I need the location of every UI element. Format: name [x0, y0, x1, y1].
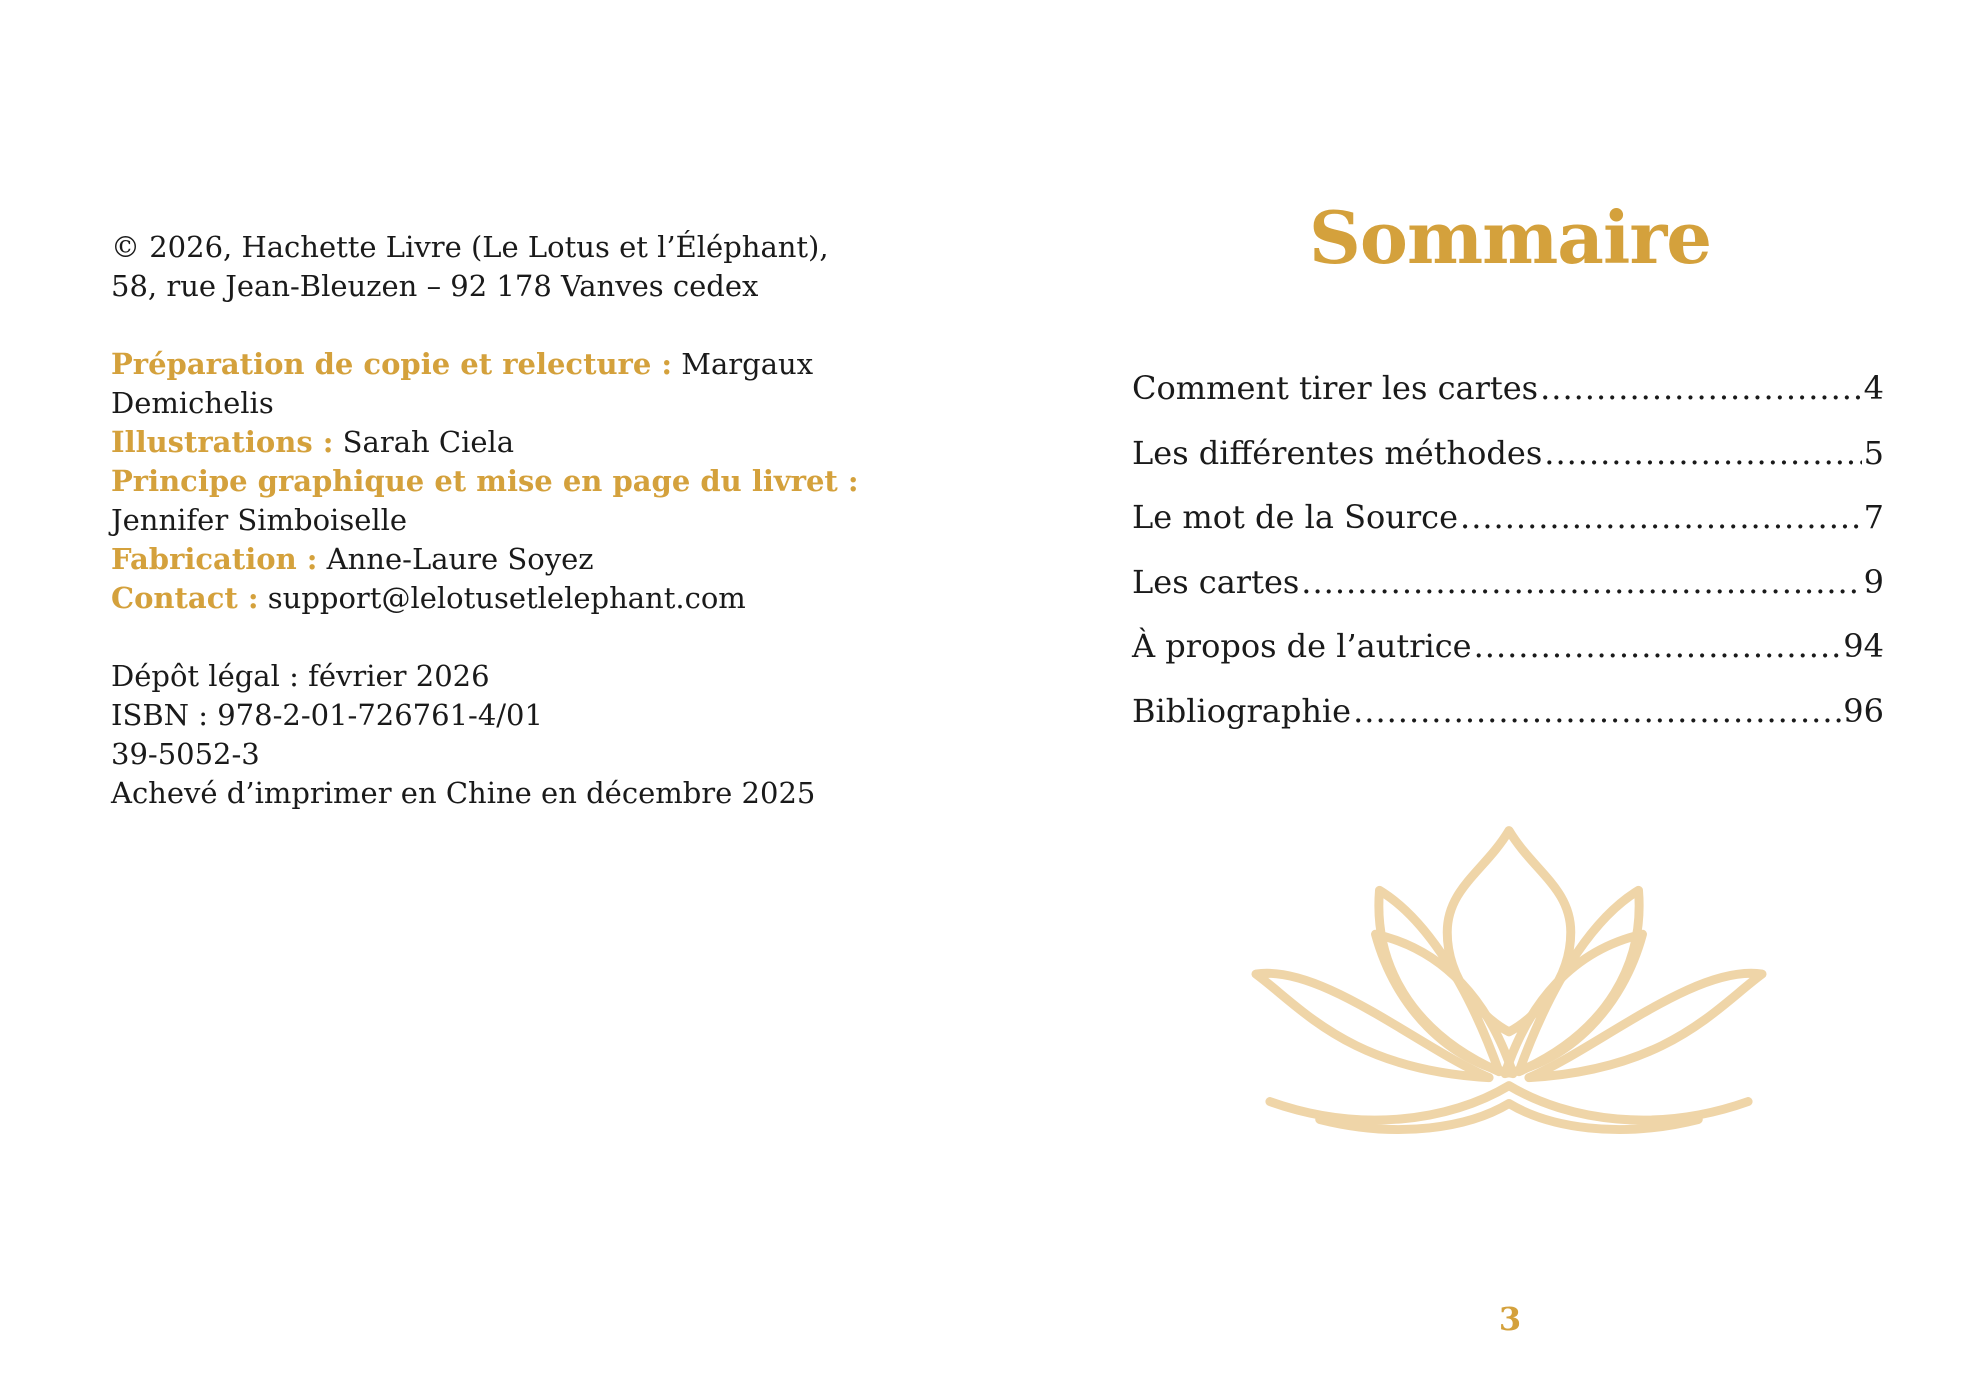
toc-page-number: 7 — [1863, 498, 1884, 536]
colophon — [111, 228, 951, 813]
table-of-contents — [1132, 356, 1884, 743]
toc-page-number: 9 — [1863, 562, 1884, 601]
credits-block — [111, 345, 951, 618]
page-number: 3 — [1498, 1300, 1522, 1338]
toc-page-number: 96 — [1843, 691, 1884, 730]
credit-label: Contact : — [111, 581, 259, 615]
toc-entry[interactable] — [1132, 421, 1884, 486]
toc-page-number: 94 — [1843, 627, 1884, 665]
copyright-line: © 2026, Hachette Livre (Le Lotus et l’Éléphant), — [111, 230, 829, 264]
product-code: 39-5052-3 — [111, 737, 260, 771]
printing-note: Achevé d’imprimer en Chine en décembre 2025 — [111, 776, 816, 810]
toc-page-number: 4 — [1863, 369, 1884, 407]
toc-entry[interactable] — [1132, 550, 1884, 615]
toc-entry-label: Les cartes — [1132, 562, 1300, 601]
lotus-icon — [1250, 822, 1768, 1142]
toc-entry[interactable] — [1132, 485, 1884, 550]
page-title: Sommaire — [1308, 195, 1712, 281]
credit-value: Margaux Demichelis — [111, 347, 814, 420]
toc-entry-label: Bibliographie — [1132, 691, 1352, 730]
toc-dot-leader — [1540, 356, 1862, 421]
isbn: ISBN : 978-2-01-726761-4/01 — [111, 698, 543, 732]
publisher-address: 58, rue Jean-Bleuzen – 92 178 Vanves cedex — [111, 269, 759, 303]
toc-entry-label: Les différentes méthodes — [1132, 433, 1543, 472]
credit-label: Principe graphique et mise en page du livret : — [111, 464, 859, 498]
toc-dot-leader — [1474, 614, 1842, 679]
credit-contact — [111, 579, 951, 618]
toc-page-number: 5 — [1863, 433, 1884, 472]
toc-entry-label: Comment tirer les cartes — [1132, 369, 1539, 407]
credit-label: Illustrations : — [111, 425, 334, 459]
toc-entry-label: Le mot de la Source — [1132, 498, 1459, 536]
legal-deposit: Dépôt légal : février 2026 — [111, 659, 490, 693]
credit-value: support@lelotusetlelephant.com — [258, 581, 746, 615]
credit-value: Sarah Ciela — [333, 425, 515, 459]
credit-illustrations — [111, 423, 951, 462]
toc-dot-leader — [1544, 421, 1861, 486]
credit-copyediting — [111, 345, 951, 423]
credit-value: Jennifer Simboiselle — [111, 503, 408, 537]
toc-entry-label: À propos de l’autrice — [1132, 627, 1472, 665]
credit-label: Fabrication : — [111, 542, 318, 576]
toc-entry[interactable] — [1132, 356, 1884, 421]
copyright-block — [111, 228, 951, 306]
toc-dot-leader — [1353, 679, 1841, 744]
toc-entry[interactable] — [1132, 614, 1884, 679]
credit-production — [111, 540, 951, 579]
legal-block — [111, 657, 951, 813]
toc-dot-leader — [1460, 485, 1862, 550]
credit-value: Anne-Laure Soyez — [317, 542, 594, 576]
toc-entry[interactable] — [1132, 679, 1884, 744]
toc-dot-leader — [1301, 550, 1861, 615]
credit-layout — [111, 462, 951, 540]
credit-label: Préparation de copie et relecture : — [111, 347, 673, 381]
